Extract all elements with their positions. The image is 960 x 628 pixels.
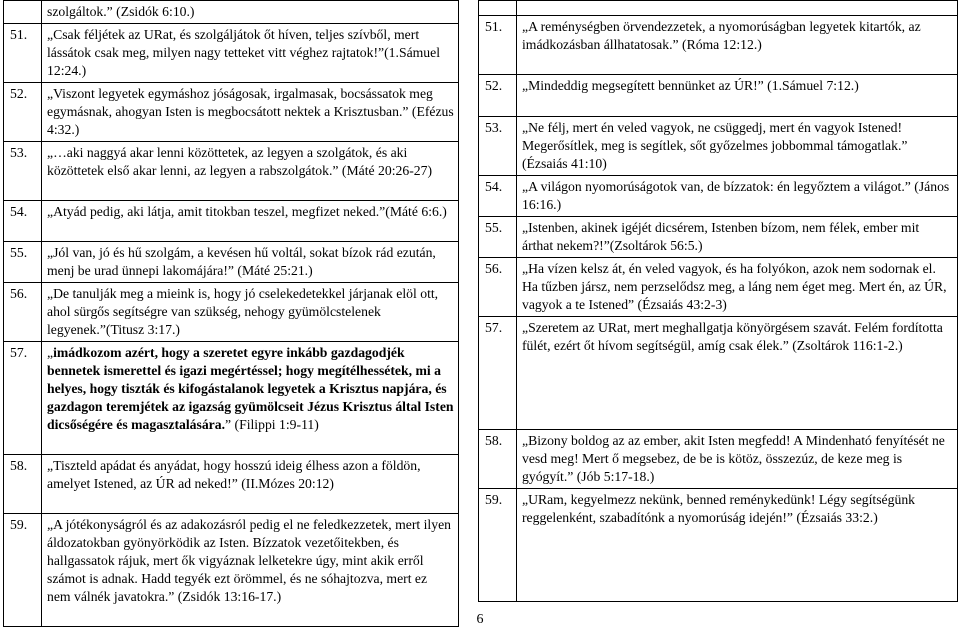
table-row	[479, 75, 958, 117]
continuation-text: szolgáltok.” (Zsidók 6:10.)	[42, 1, 459, 24]
table-row	[4, 24, 459, 83]
table-row	[479, 217, 958, 258]
quote-open: „	[47, 345, 54, 360]
verse-text: „Jól van, jó és hű szolgám, a kevésen hű voltál, sokat bízok rád ezután, menj be urad ünnepi lakomájára!” (Máté 25:21.)	[42, 242, 459, 283]
verse-text: „Mindeddig megsegített bennünket az ÚR!” (1.Sámuel 7:12.)	[517, 75, 958, 117]
verse-text	[42, 342, 459, 455]
row-number: 54.	[479, 176, 517, 217]
row-number	[479, 1, 517, 16]
row-number: 52.	[479, 75, 517, 117]
left-verse-table	[3, 0, 459, 627]
table-row	[4, 242, 459, 283]
table-row	[4, 1, 459, 24]
row-number: 58.	[4, 455, 42, 514]
row-number: 58.	[479, 430, 517, 489]
row-number: 53.	[479, 117, 517, 176]
row-number: 56.	[4, 283, 42, 342]
row-number: 59.	[479, 489, 517, 602]
verse-text: „De tanulják meg a mieink is, hogy jó cselekedetekkel járjanak elöl ott, ahol sürgős segítségre van szükség, nehogy gyümölcstelenek legyenek.”(Titusz 3:17.)	[42, 283, 459, 342]
table-row	[4, 142, 459, 201]
verse-text: „Bizony boldog az az ember, akit Isten megfedd! A Mindenható fenyítését ne vesd meg! Mert ő megsebez, de be is kötöz, összezúz, de keze meg is gyógyít.” (Jób 5:17-18.)	[517, 430, 958, 489]
row-number: 54.	[4, 201, 42, 242]
row-number: 51.	[4, 24, 42, 83]
verse-text: „A világon nyomorúságotok van, de bízzatok: én legyőztem a világot.” (János 16:16.)	[517, 176, 958, 217]
table-row	[479, 16, 958, 75]
row-number: 57.	[4, 342, 42, 455]
verse-text: „A jótékonyságról és az adakozásról pedig el ne feledkezzetek, mert ilyen áldozatokban gyönyörködik az Isten. Bízzatok vezetőitekben, és hallgassatok rájuk, mert ők vigyáznak lelketekre úgy, mint akik erről számot is adnak. Hadd tegyék ezt örömmel, és ne sóhajtozva, mert ez nem válnék javatokra.” (Zsidók 13:16-17.)	[42, 514, 459, 627]
row-number: 57.	[479, 317, 517, 430]
row-number: 52.	[4, 83, 42, 142]
table-row	[479, 176, 958, 217]
verse-reference: ” (Filippi 1:9-11)	[225, 417, 319, 432]
verse-text: „URam, kegyelmezz nekünk, benned reménykedünk! Légy segítségünk reggelenként, szabadítónk a nyomorúság idején!” (Ézsaiás 33:2.)	[517, 489, 958, 602]
table-row	[479, 258, 958, 317]
table-row	[4, 283, 459, 342]
table-row	[4, 455, 459, 514]
row-number: 56.	[479, 258, 517, 317]
row-number	[4, 1, 42, 24]
row-number: 51.	[479, 16, 517, 75]
verse-text: „Ne félj, mert én veled vagyok, ne csüggedj, mert én vagyok Istened! Megerősítlek, meg is segítlek, sőt győzelmes jobbommal támogatlak.” (Ézsaiás 41:10)	[517, 117, 958, 176]
verse-text: „…aki naggyá akar lenni közöttetek, az legyen a szolgátok, és aki közöttetek első akar lenni, az legyen a rabszolgátok.” (Máté 20:26-27)	[42, 142, 459, 201]
verse-text: „Istenben, akinek igéjét dicsérem, Istenben bízom, nem félek, ember mit árthat nekem?!”(Zsoltárok 56:5.)	[517, 217, 958, 258]
verse-text: „Csak féljétek az URat, és szolgáljátok őt híven, teljes szívből, mert lássátok csak meg, milyen nagy tetteket vitt véghez rajtatok!”(1.Sámuel 12:24.)	[42, 24, 459, 83]
verse-text: „Tiszteld apádat és anyádat, hogy hosszú ideig élhess azon a földön, amelyet Istened, az ÚR ad neked!” (II.Mózes 20:12)	[42, 455, 459, 514]
verse-bold-text: imádkozom azért, hogy a szeretet egyre inkább gazdagodjék bennetek ismerettel és igazi megértéssel; hogy megítélhessétek, mi a helyes, hogy tiszták és kifogástalanok legyetek a Krisztus napjára, és gazdagon teremjétek az igazság gyümölcseit Jézus Krisztus által Isten dicsőségére és magasztalására.	[47, 345, 454, 432]
row-number: 59.	[4, 514, 42, 627]
right-verse-table	[478, 0, 958, 602]
verse-text: „Ha vízen kelsz át, én veled vagyok, és ha folyókon, azok nem sodornak el. Ha tűzben jársz, nem perzselődsz meg, a láng nem éget meg. Mert én, az ÚR, vagyok a te Istened” (Ézsaiás 43:2-3)	[517, 258, 958, 317]
row-number: 55.	[4, 242, 42, 283]
table-row	[4, 514, 459, 627]
table-row	[479, 489, 958, 602]
verse-text: „Viszont legyetek egymáshoz jóságosak, irgalmasak, bocsássatok meg egymásnak, ahogyan Isten is megbocsátott nektek a Krisztusban.” (Efézus 4:32.)	[42, 83, 459, 142]
table-row	[479, 317, 958, 430]
table-row	[4, 83, 459, 142]
row-number: 55.	[479, 217, 517, 258]
table-row	[4, 201, 459, 242]
empty-cell	[517, 1, 958, 16]
row-number: 53.	[4, 142, 42, 201]
verse-text: „Atyád pedig, aki látja, amit titokban teszel, megfizet neked.”(Máté 6:6.)	[42, 201, 459, 242]
table-row	[479, 1, 958, 16]
table-row	[4, 342, 459, 455]
table-row	[479, 117, 958, 176]
verse-text: „Szeretem az URat, mert meghallgatja könyörgésem szavát. Felém fordította fülét, ezért őt hívom segítségül, amíg csak élek.” (Zsoltárok 116:1-2.)	[517, 317, 958, 430]
verse-text: „A reménységben örvendezzetek, a nyomorúságban legyetek kitartók, az imádkozásban állhatatosak.” (Róma 12:12.)	[517, 16, 958, 75]
page-number: 6	[476, 612, 484, 627]
table-row	[479, 430, 958, 489]
